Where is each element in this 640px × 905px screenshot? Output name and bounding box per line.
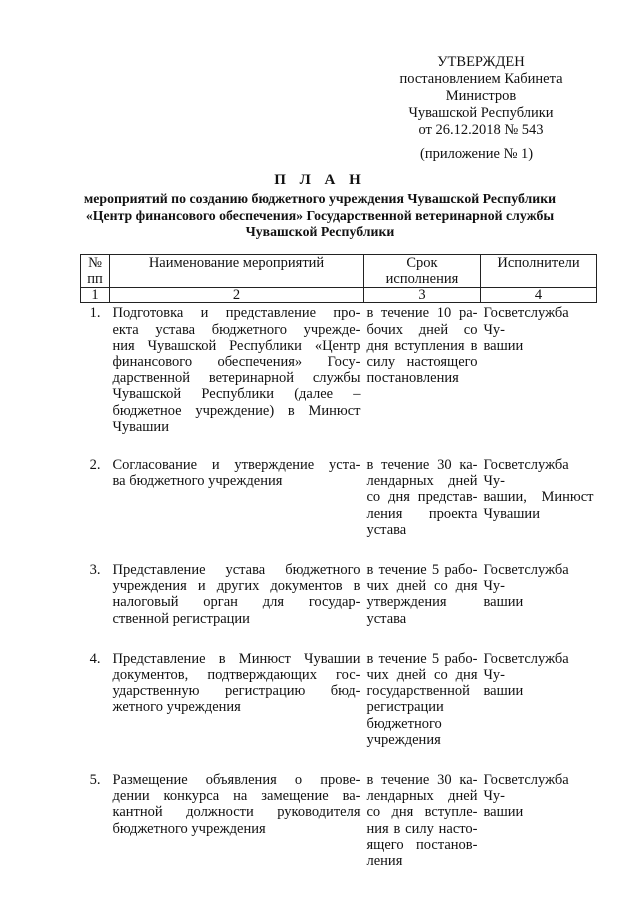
row-term-line: государственной xyxy=(366,683,470,700)
row-name-line: ственной регистрации xyxy=(112,610,250,627)
row-name-line: бюджетное учреждение) в Минюст xyxy=(112,402,361,419)
row-name-line: финансового обеспечения» Госу- xyxy=(112,354,361,371)
plan-subtitle xyxy=(80,191,560,241)
row-term-line: утверждения xyxy=(366,594,447,611)
approval-line: УТВЕРЖДЕН xyxy=(437,54,525,70)
plan-table xyxy=(80,254,597,869)
row-term-line: в течение 5 рабо- xyxy=(366,562,478,579)
row-exec-line: вашии xyxy=(483,804,524,821)
row-name-line: дарственной ветеринарной службы xyxy=(112,370,361,387)
row-name-line: документов, подтверждающих гос- xyxy=(112,667,361,684)
row-term-line: устава xyxy=(366,521,407,538)
row-term-line: в течение 30 ка- xyxy=(366,772,478,789)
row-exec xyxy=(481,772,597,869)
appendix-note: (приложение № 1) xyxy=(420,146,534,162)
header-term-line: исполнения xyxy=(385,271,459,288)
row-exec-line: Госветслужба Чу- xyxy=(483,772,569,805)
row-name-line: учреждения и других документов в xyxy=(112,578,361,595)
row-term-line: бюджетного xyxy=(366,715,442,732)
row-exec-line: Госветслужба Чу- xyxy=(483,562,569,595)
row-term xyxy=(364,457,481,562)
row-name-line: Представление устава бюджетного xyxy=(112,562,361,579)
approval-block xyxy=(366,54,596,139)
index-cell: 4 xyxy=(481,288,597,303)
header-num xyxy=(81,255,110,288)
row-name-line: Чувашской Республики (далее – xyxy=(112,386,361,403)
row-name xyxy=(110,457,364,562)
row-number: 2. xyxy=(89,457,101,474)
row-name-line: ва бюджетного учреждения xyxy=(112,473,283,490)
row-name-line: Представление в Минюст Чувашии xyxy=(112,650,361,667)
row-name-line: жетного учреждения xyxy=(112,699,241,716)
row-term xyxy=(364,303,481,457)
row-number: 1. xyxy=(89,305,101,322)
row-exec-line: вашии xyxy=(483,337,524,354)
row-term-line: регистрации xyxy=(366,699,444,716)
row-name-line: бюджетного учреждения xyxy=(112,820,266,837)
table-row xyxy=(81,651,597,772)
row-term-line: лендарных дней xyxy=(366,788,478,805)
row-term-line: ления проекта xyxy=(366,505,478,522)
row-term xyxy=(364,651,481,772)
row-name-line: ния Чувашской Республики «Центр xyxy=(112,337,361,354)
row-number: 3. xyxy=(89,562,101,579)
row-name-line: Размещение объявления о прове- xyxy=(112,772,361,789)
row-name-line: Чувашии xyxy=(112,418,169,435)
index-cell: 3 xyxy=(364,288,481,303)
row-name xyxy=(110,562,364,651)
row-term-line: в течение 5 рабо- xyxy=(366,650,478,667)
row-term-line: бочих дней со xyxy=(366,321,478,338)
subtitle-line: Чувашской Республики xyxy=(245,224,395,239)
row-term-line: ния в силу насто- xyxy=(366,820,478,837)
row-term xyxy=(364,562,481,651)
row-exec-line: Госветслужба Чу- xyxy=(483,305,569,338)
header-term xyxy=(364,255,481,288)
row-exec xyxy=(481,562,597,651)
row-name xyxy=(110,651,364,772)
header-executors xyxy=(481,255,597,288)
row-term-line: силу настоящего xyxy=(366,354,478,371)
row-term-line: дня вступления в xyxy=(366,337,478,354)
header-num-line: пп xyxy=(87,271,103,288)
row-name-line: екта устава бюджетного учрежде- xyxy=(112,321,361,338)
row-exec-line: Госветслужба Чу- xyxy=(483,457,569,490)
row-term xyxy=(364,772,481,869)
table-row xyxy=(81,772,597,869)
row-term-line: в течение 30 ка- xyxy=(366,457,478,474)
header-term-line: Срок xyxy=(406,255,438,271)
header-name xyxy=(110,255,364,288)
row-exec-line: Госветслужба Чу- xyxy=(483,650,569,684)
row-name-line: Согласование и утверждение уста- xyxy=(112,457,361,474)
row-number: 5. xyxy=(89,772,101,789)
row-term-line: в течение 10 ра- xyxy=(366,305,478,322)
plan-title: П Л А Н xyxy=(274,172,366,188)
row-exec xyxy=(481,303,597,457)
subtitle-line: мероприятий по созданию бюджетного учреждения Чувашской Республики xyxy=(83,191,557,206)
row-term-line: чих дней со дня xyxy=(366,578,478,595)
row-exec-line: Чувашии xyxy=(483,505,540,522)
row-name xyxy=(110,303,364,457)
header-num-line: № xyxy=(88,255,102,271)
row-term-line: постановления xyxy=(366,370,459,387)
index-cell: 1 xyxy=(81,288,110,303)
approval-line: постановлением Кабинета Министров xyxy=(399,71,563,104)
row-name-line: налоговый орган для государ- xyxy=(112,594,361,611)
row-term-line: ления xyxy=(366,853,403,870)
row-term-line: лендарных дней xyxy=(366,473,478,490)
row-name-line: кантной должности руководителя xyxy=(112,804,361,821)
plan-heading xyxy=(80,172,560,241)
subtitle-line: «Центр финансового обеспечения» Государственной ветеринарной службы xyxy=(85,207,555,223)
row-term-line: ящего постанов- xyxy=(366,836,478,853)
row-exec-line: вашии, Минюст xyxy=(483,489,594,506)
approval-line: Чувашской Республики xyxy=(408,105,554,121)
table-row xyxy=(81,562,597,651)
approval-line: от 26.12.2018 № 543 xyxy=(418,122,544,138)
row-term-line: учреждения xyxy=(366,731,441,748)
row-exec-line: вашии xyxy=(483,683,524,700)
row-term-line: со дня вступле- xyxy=(366,804,478,821)
row-name-line: Подготовка и представление про- xyxy=(112,305,361,322)
index-cell: 2 xyxy=(110,288,364,303)
row-exec xyxy=(481,651,597,772)
row-name-line: дении конкурса на замещение ва- xyxy=(112,788,361,805)
table-row xyxy=(81,303,597,457)
row-exec-line: вашии xyxy=(483,594,524,611)
table-header-row xyxy=(81,255,597,288)
row-term-line: чих дней со дня xyxy=(366,667,478,684)
table-index-row xyxy=(81,288,597,303)
table-row xyxy=(81,457,597,562)
row-name-line: ударственную регистрацию бюд- xyxy=(112,683,361,700)
row-number: 4. xyxy=(89,650,101,667)
header-name-line: Наименование мероприятий xyxy=(148,255,325,271)
row-name xyxy=(110,772,364,869)
row-exec xyxy=(481,457,597,562)
row-term-line: со дня представ- xyxy=(366,489,478,506)
row-term-line: устава xyxy=(366,610,407,627)
header-exec-line: Исполнители xyxy=(497,255,580,271)
